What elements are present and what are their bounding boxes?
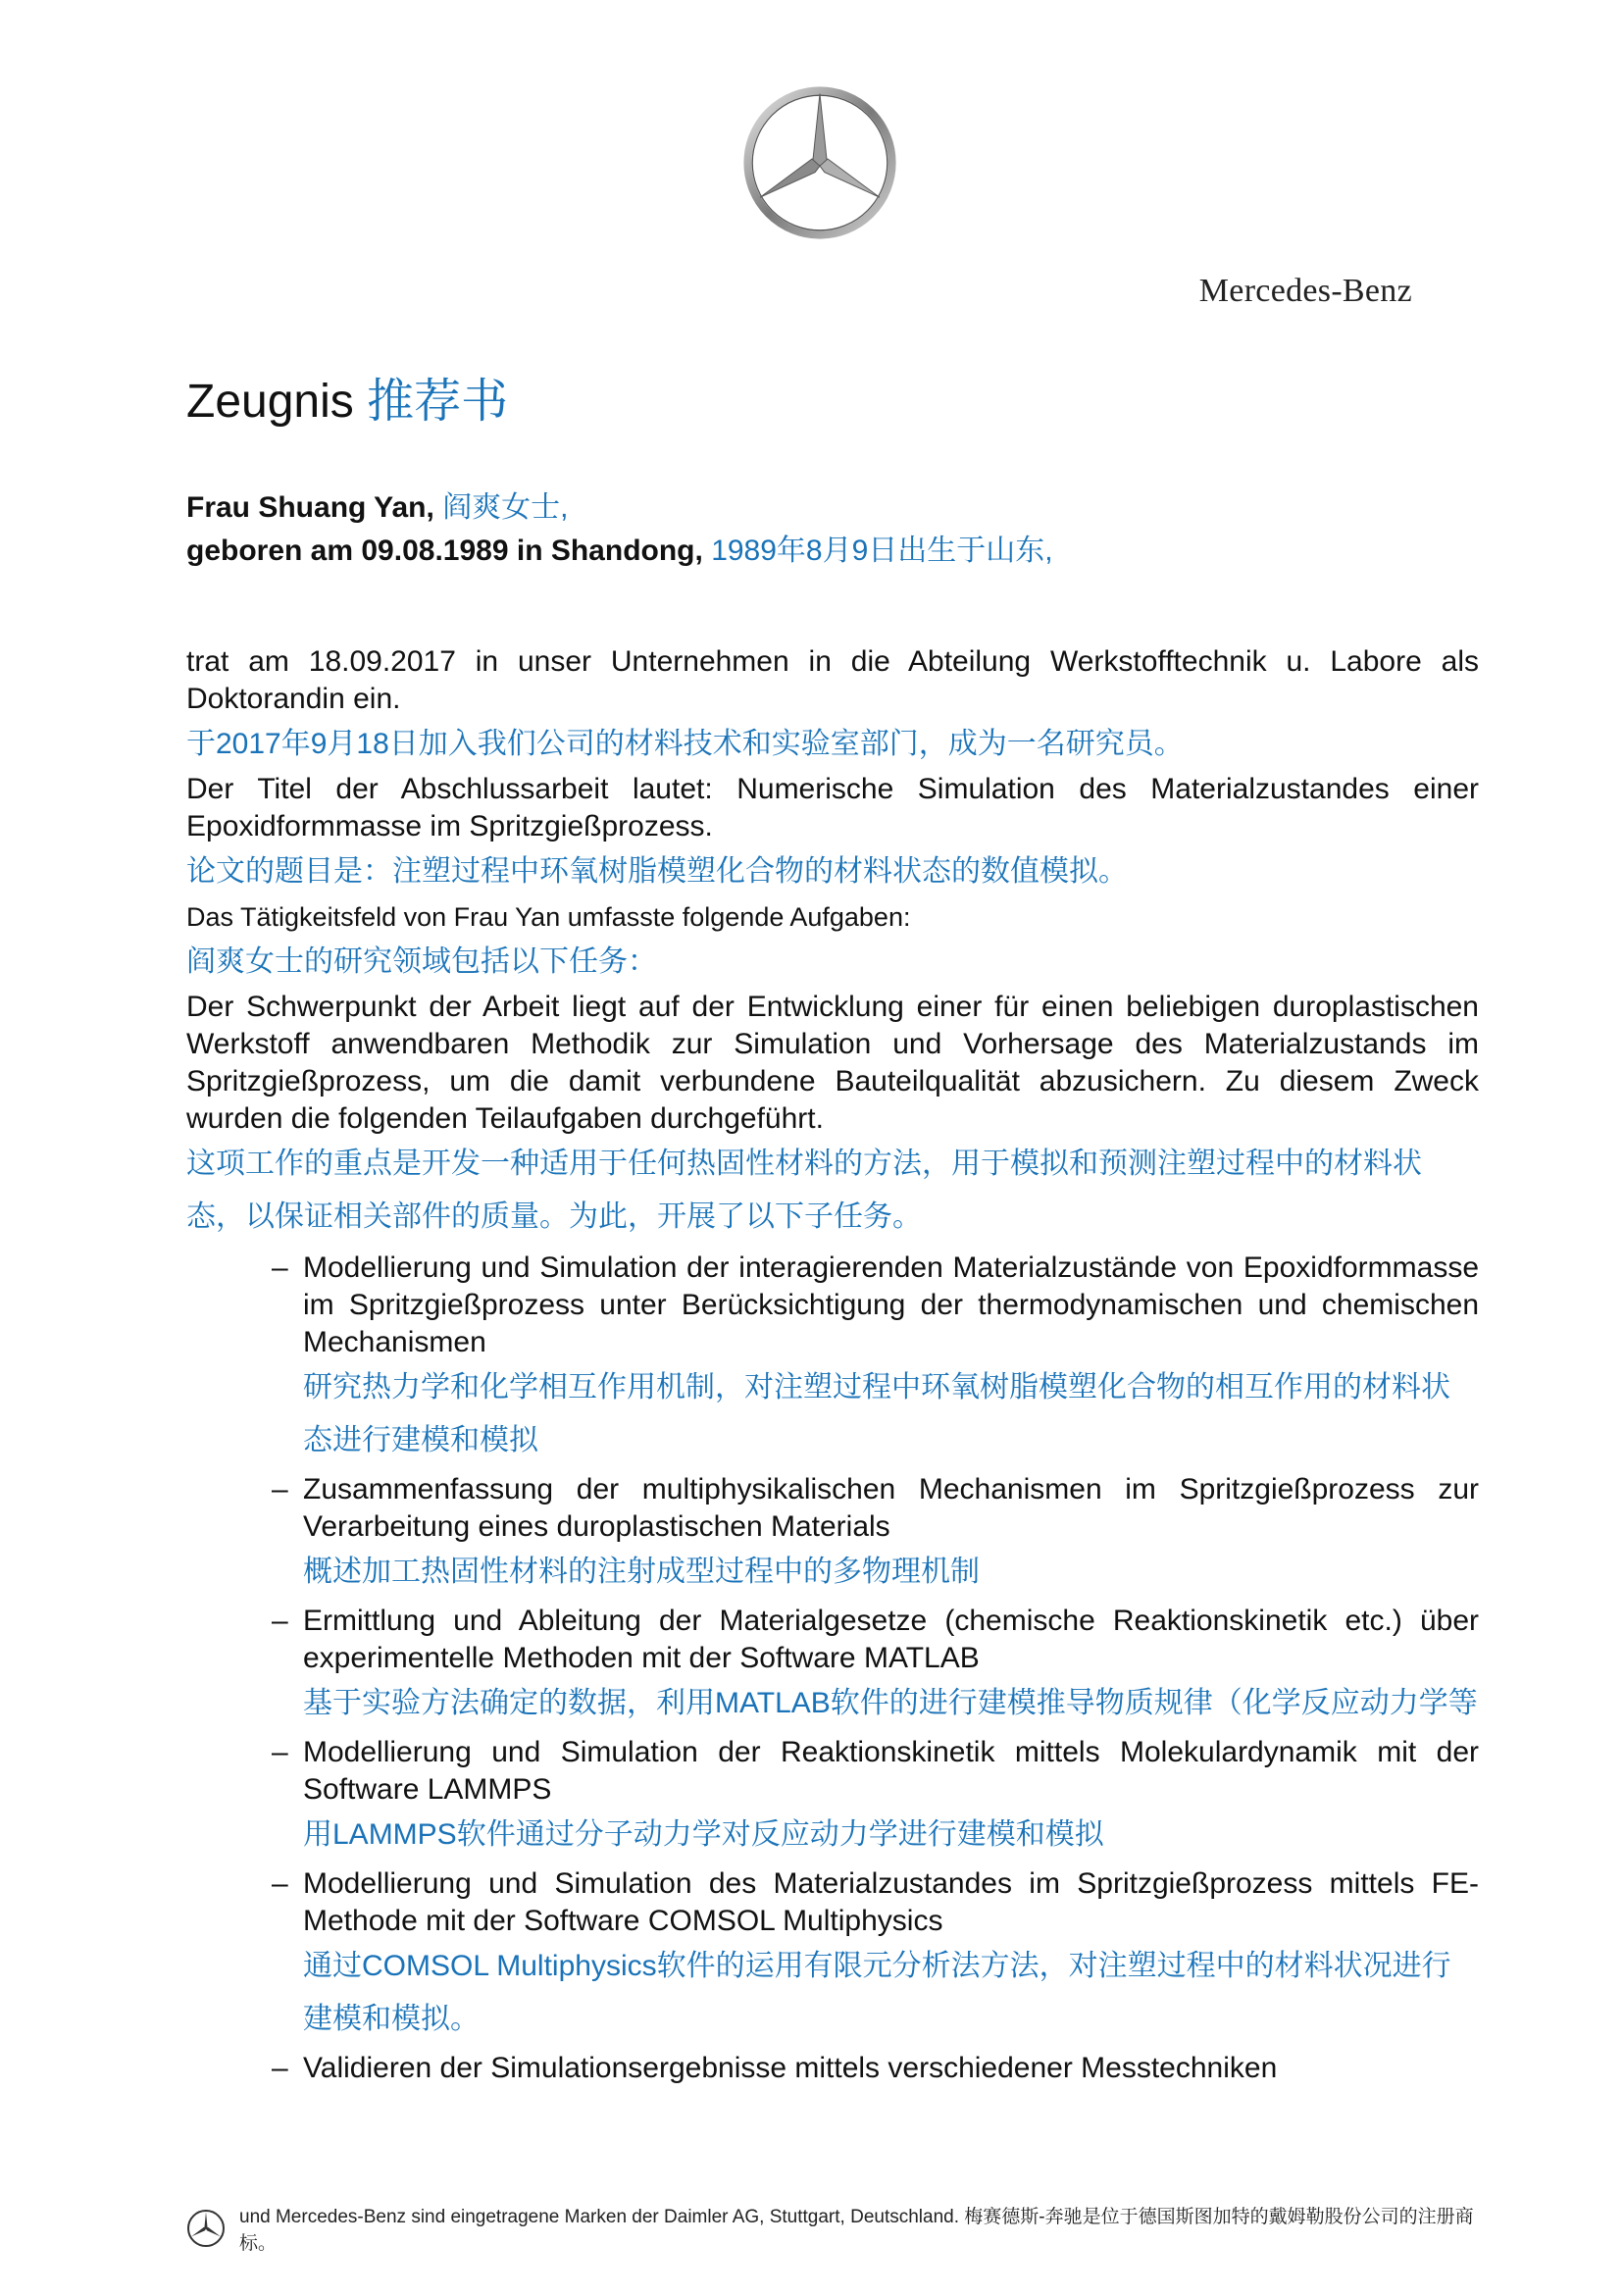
person-name-line [186,486,1053,530]
focus-paragraph-de: Der Schwerpunkt der Arbeit liegt auf der Entwicklung einer für einen beliebigen duroplastischen Werkstoff anwendbaren Methodik zur Simulation und Vorhersage des Materialzustands im Spritzgießprozess, um die damit verbundene Bauteilqualität abzusichern. Zu diesem Zweck wurden die folgenden Teilaufgaben durchgeführt. [186,991,1479,1135]
title-zh: 推荐书 [367,376,509,428]
task-item [272,1865,1479,2046]
task-zh: 研究热力学和化学相互作用机制，对注塑过程中环氧树脂模塑化合物的相互作用的材料状态进行建模和模拟 [303,1371,1450,1456]
person-birth-de: geboren am 09.08.1989 in Shandong, [186,535,703,567]
thesis-paragraph-de: Der Titel der Abschlussarbeit lautet: Numerische Simulation des Materialzustandes einer Epoxidformmasse im Spritzgießprozess. [186,773,1479,842]
brand-wordmark: Mercedes-Benz [1198,273,1412,309]
task-dash: – [272,2052,288,2084]
task-zh: 用LAMMPS软件通过分子动力学对反应动力学进行建模和模拟 [303,1818,1104,1851]
person-name-de: Frau Shuang Yan, [186,491,434,524]
footer-trademark-text: und Mercedes-Benz sind eingetragene Marken der Daimler AG, Stuttgart, Deutschland. 梅赛德斯-奔驰是位于德国斯图加特的戴姆勒股份公司的注册商标。 [239,2207,1474,2254]
task-dash: – [272,1736,288,1768]
task-de: Ermittlung und Ableitung der Materialgesetze (chemische Reaktionskinetik etc.) über experimentelle Methoden mit der Software MATLAB [303,1605,1479,1674]
task-de: Modellierung und Simulation der interagierenden Materialzustände von Epoxidformmasse im Spritzgießprozess unter Berücksichtigung der thermodynamischen und chemischen Mechanismen [303,1251,1479,1358]
person-block [186,486,1053,573]
task-de: Zusammenfassung der multiphysikalischen Mechanismen im Spritzgießprozess zur Verarbeitung eines duroplastischen Materials [303,1473,1479,1543]
person-birth-line [186,530,1053,573]
person-birth-zh: 1989年8月9日出生于山东, [711,535,1053,567]
field-paragraph-de: Das Tätigkeitsfeld von Frau Yan umfasste folgende Aufgaben: [186,902,911,932]
entry-paragraph-zh: 于2017年9月18日加入我们公司的材料技术和实验室部门，成为一名研究员。 [186,728,1184,760]
task-zh: 概述加工热固性材料的注射成型过程中的多物理机制 [303,1556,980,1588]
task-dash: – [272,1867,288,1900]
footer [186,2202,1481,2255]
focus-paragraph-zh: 这项工作的重点是开发一种适用于任何热固性材料的方法，用于模拟和预测注塑过程中的材料状态，以保证相关部件的质量。为此，开展了以下子任务。 [186,1148,1422,1233]
task-item [272,1471,1479,1599]
document-body [186,643,1479,2087]
title-de: Zeugnis [186,376,354,428]
task-de: Modellierung und Simulation der Reaktionskinetik mittels Molekulardynamik mit der Software LAMMPS [303,1736,1479,1806]
task-dash: – [272,1473,288,1505]
task-zh: 通过COMSOL Multiphysics软件的运用有限元分析法方法，对注塑过程中的材料状况进行建模和模拟。 [303,1950,1451,2035]
task-list [186,1250,1479,2087]
field-paragraph-zh: 阎爽女士的研究领域包括以下任务： [186,945,657,978]
task-dash: – [272,1251,288,1284]
task-de: Validieren der Simulationsergebnisse mittels verschiedener Messtechniken [303,2052,1278,2084]
task-item [272,2050,1479,2087]
mercedes-star-logo-icon [741,84,898,241]
task-dash: – [272,1605,288,1637]
task-item [272,1603,1479,1730]
thesis-paragraph-zh: 论文的题目是：注塑过程中环氧树脂模塑化合物的材料状态的数值模拟。 [186,855,1128,888]
task-de: Modellierung und Simulation des Materialzustandes im Spritzgießprozess mittels FE-Methode mit der Software COMSOL Multiphysics [303,1867,1479,1937]
task-item [272,1250,1479,1467]
page-title [186,363,508,431]
mercedes-star-footer-icon [186,2209,226,2248]
person-name-zh: 阎爽女士, [442,491,569,524]
task-item [272,1734,1479,1862]
task-zh: 基于实验方法确定的数据，利用MATLAB软件的进行建模推导物质规律（化学反应动力学等 [303,1687,1478,1719]
entry-paragraph-de: trat am 18.09.2017 in unser Unternehmen in die Abteilung Werkstofftechnik u. Labore als Doktorandin ein. [186,645,1479,715]
